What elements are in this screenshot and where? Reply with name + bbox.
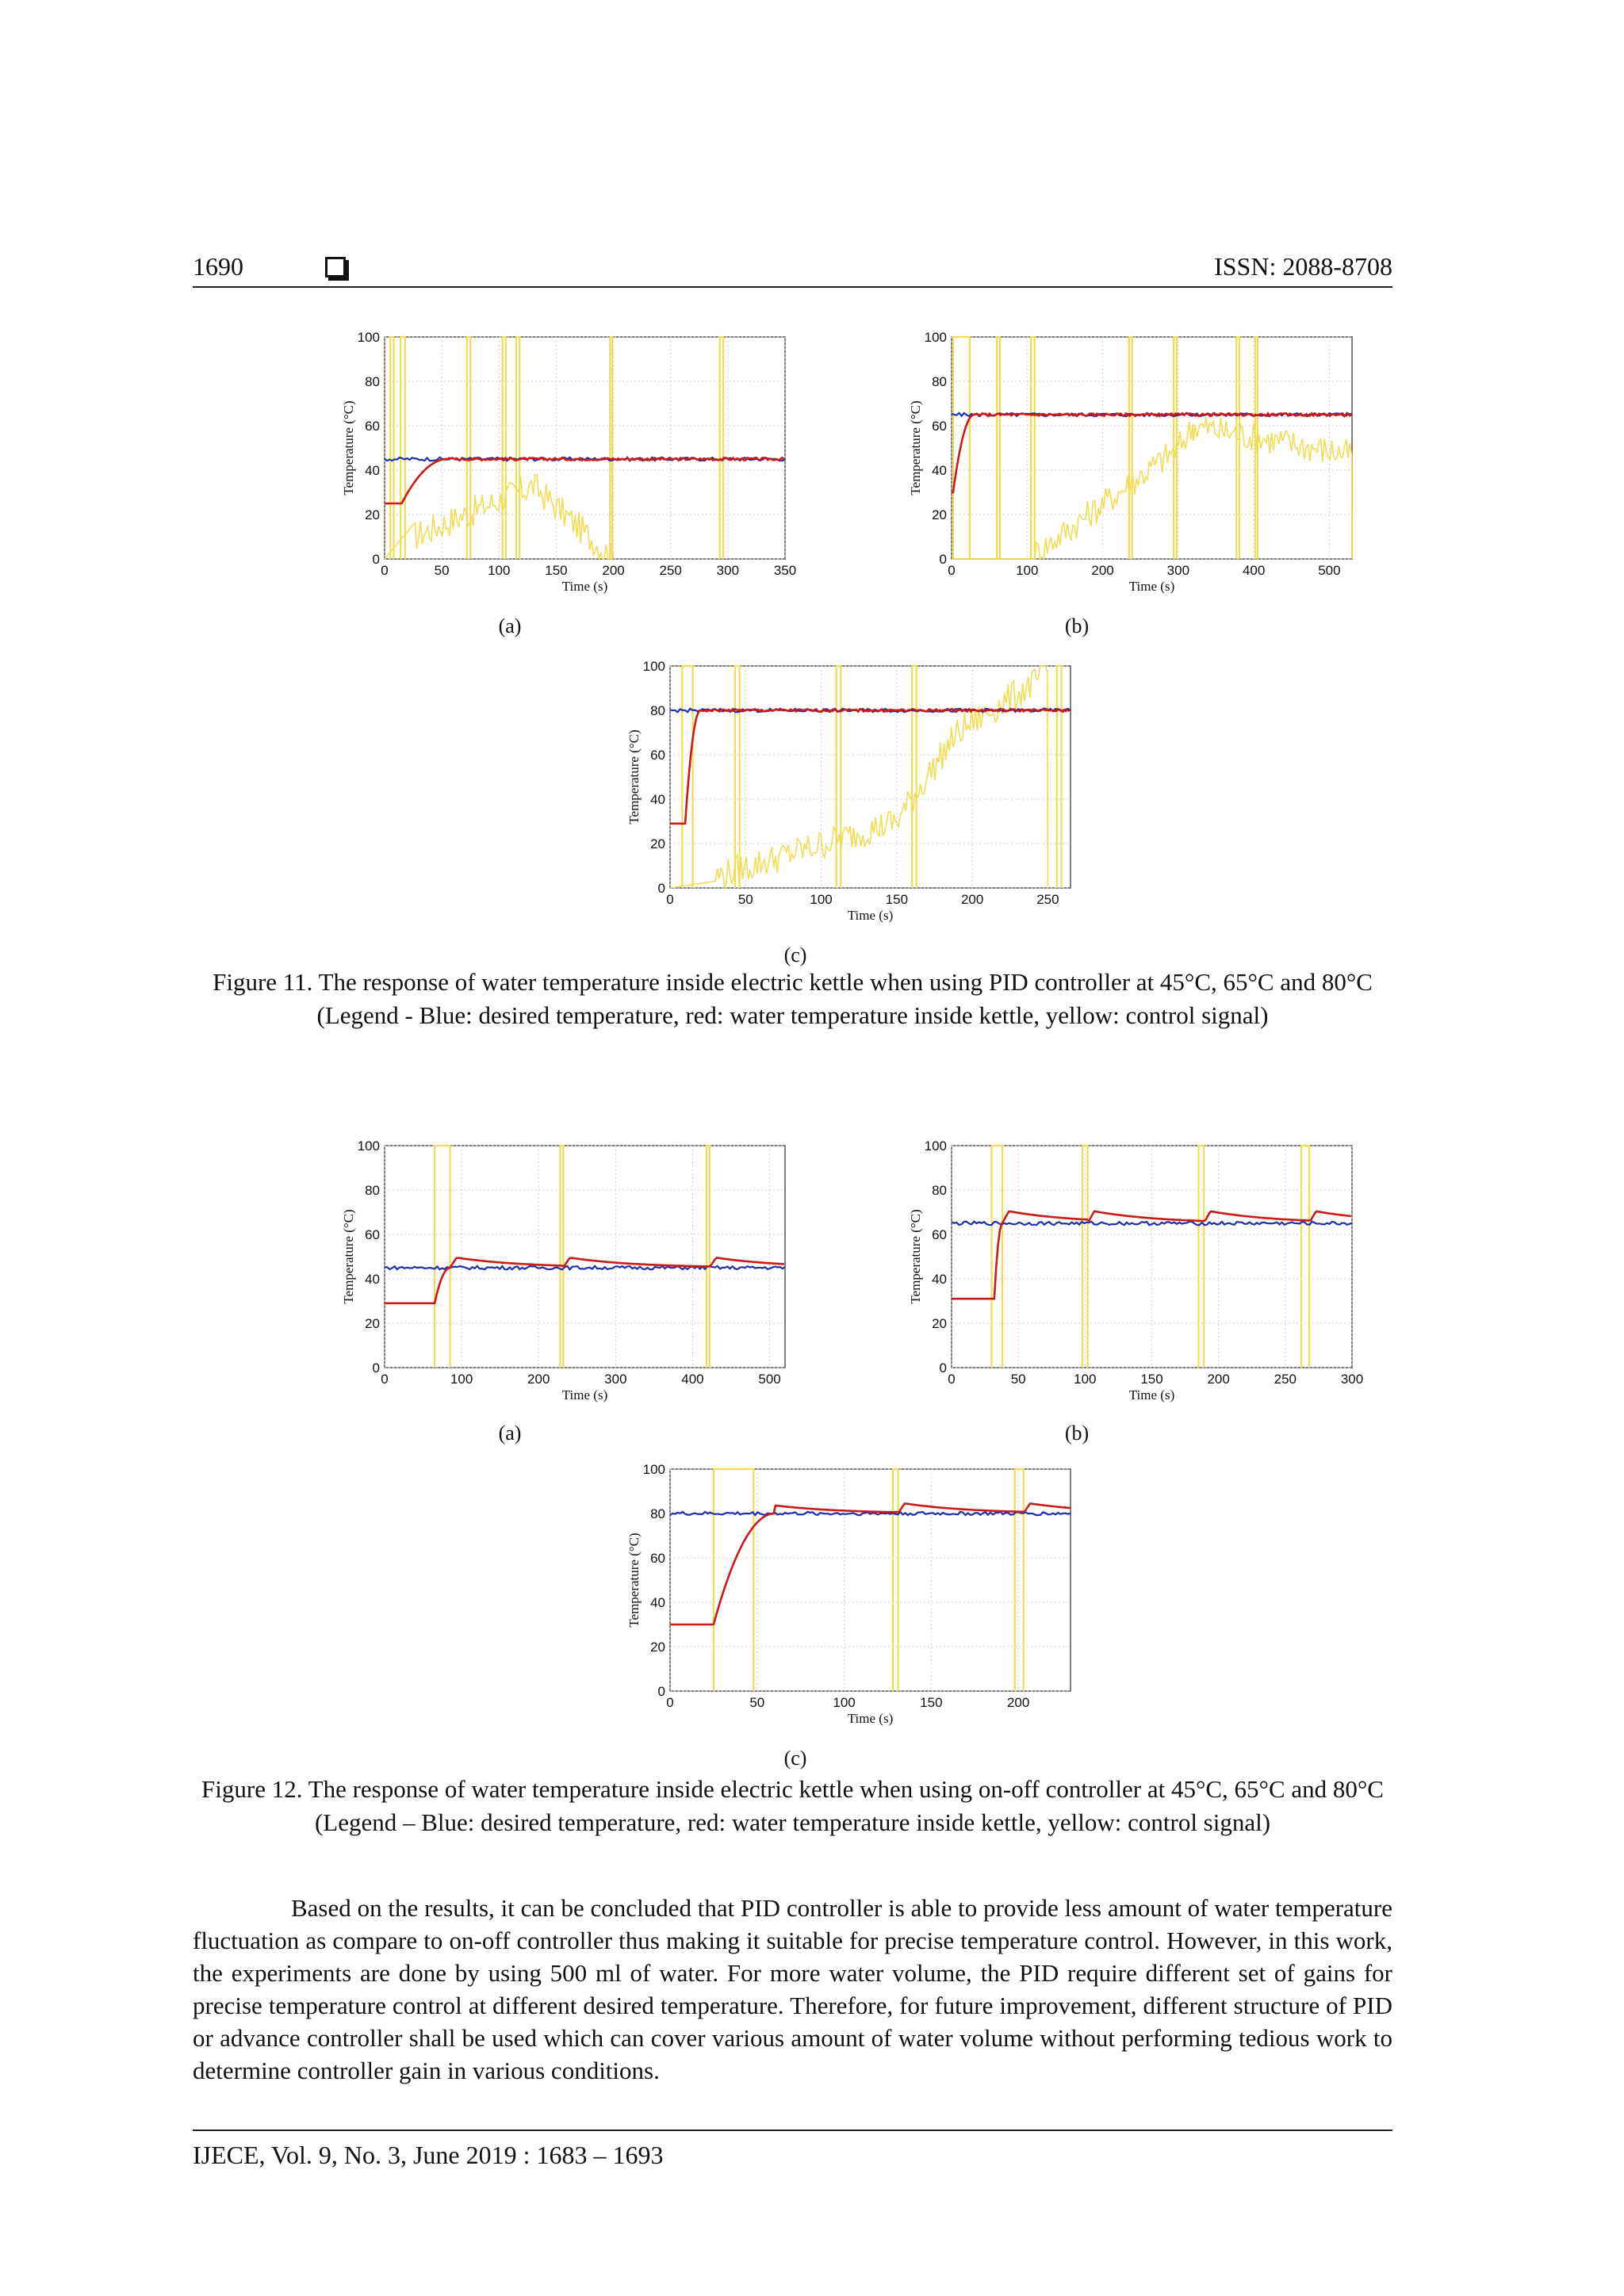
subfigure-label-11a: (a) xyxy=(498,614,522,637)
x-tick-label: 300 xyxy=(1340,1372,1364,1387)
x-axis-label: Time (s) xyxy=(561,579,608,594)
y-tick-label: 100 xyxy=(357,330,380,345)
y-tick-label: 60 xyxy=(932,419,947,434)
x-tick-label: 250 xyxy=(659,563,682,578)
y-tick-label: 20 xyxy=(932,1316,947,1331)
y-tick-label: 100 xyxy=(642,1462,665,1477)
y-tick-label: 60 xyxy=(932,1227,947,1242)
y-tick-label: 40 xyxy=(650,1595,665,1610)
y-tick-label: 80 xyxy=(650,1506,665,1521)
x-tick-label: 0 xyxy=(381,1372,389,1387)
x-tick-label: 0 xyxy=(381,563,389,578)
y-tick-label: 80 xyxy=(365,374,380,389)
y-tick-label: 60 xyxy=(365,1227,380,1242)
y-axis-label: Temperature (°C) xyxy=(908,1209,923,1304)
y-tick-label: 20 xyxy=(365,1316,380,1331)
plot-area xyxy=(385,1146,785,1368)
y-tick-label: 40 xyxy=(932,1272,947,1287)
y-tick-label: 80 xyxy=(365,1183,380,1198)
y-tick-label: 80 xyxy=(932,374,947,389)
y-axis-label: Temperature (°C) xyxy=(341,1209,356,1304)
y-tick-label: 0 xyxy=(939,1360,947,1376)
chart-svg xyxy=(900,1138,1368,1415)
x-tick-label: 50 xyxy=(434,563,450,578)
y-tick-label: 0 xyxy=(372,1360,380,1376)
y-tick-label: 60 xyxy=(365,419,380,434)
body-paragraph-container xyxy=(193,1892,1392,2087)
x-tick-label: 500 xyxy=(1318,563,1341,578)
footer-citation: IJECE, Vol. 9, No. 3, June 2019 : 1683 – 1693 xyxy=(193,2141,664,2169)
subfigure-label-11b: (b) xyxy=(1064,614,1090,637)
plot-area xyxy=(670,1469,1071,1691)
x-tick-label: 400 xyxy=(681,1372,704,1387)
x-tick-label: 200 xyxy=(602,563,625,578)
x-tick-label: 150 xyxy=(885,892,909,907)
x-tick-label: 300 xyxy=(604,1372,627,1387)
x-tick-label: 150 xyxy=(1140,1372,1163,1387)
x-tick-label: 0 xyxy=(666,1695,674,1710)
chart-fig12c xyxy=(619,1461,1086,1739)
x-tick-label: 200 xyxy=(527,1372,550,1387)
x-tick-label: 50 xyxy=(1010,1372,1026,1387)
chart-fig12a xyxy=(333,1138,801,1415)
x-tick-label: 100 xyxy=(450,1372,473,1387)
chart-fig11c xyxy=(619,658,1086,936)
x-tick-label: 150 xyxy=(920,1695,943,1710)
figure12-caption: Figure 12. The response of water temperature inside electric kettle when using on-off controller at 45°C, 65°C and 80°C (Legend – Blue: desired temperature, red: water temperature inside kettle, yellow: control signal) xyxy=(201,1775,1384,1836)
x-tick-label: 400 xyxy=(1242,563,1266,578)
y-tick-label: 0 xyxy=(372,552,380,567)
y-tick-label: 100 xyxy=(642,659,665,674)
y-tick-label: 80 xyxy=(932,1183,947,1198)
header-rule xyxy=(193,286,1392,288)
y-tick-label: 100 xyxy=(357,1138,380,1154)
y-tick-label: 80 xyxy=(650,703,665,718)
y-axis-label: Temperature (°C) xyxy=(626,729,642,825)
x-axis-label: Time (s) xyxy=(1128,1387,1175,1402)
y-tick-label: 20 xyxy=(650,1640,665,1655)
x-tick-label: 100 xyxy=(810,892,833,907)
y-tick-label: 60 xyxy=(650,1551,665,1566)
y-tick-label: 100 xyxy=(924,330,947,345)
x-tick-label: 0 xyxy=(948,1372,956,1387)
body-paragraph: Based on the results, it can be concluded that PID controller is able to provide less amount of water temperature fluctuation as compare to on-off controller thus making it suitable for precise temperature control. However, in this work, the experiments are done by using 500 ml of water. For more water volume, the PID require different set of gains for precise temperature control at different desired temperature. Therefore, for future improvement, different structure of PID or advance controller shall be used which can cover various amount of water volume without performing tedious work to determine controller gain in various conditions. xyxy=(193,1894,1392,2084)
x-tick-label: 100 xyxy=(833,1695,856,1710)
x-tick-label: 200 xyxy=(1207,1372,1230,1387)
x-tick-label: 100 xyxy=(1074,1372,1097,1387)
y-tick-label: 40 xyxy=(365,1272,380,1287)
y-tick-label: 20 xyxy=(650,836,665,851)
y-tick-label: 100 xyxy=(924,1138,947,1154)
x-tick-label: 250 xyxy=(1036,892,1059,907)
y-axis-label: Temperature (°C) xyxy=(908,400,923,496)
x-tick-label: 300 xyxy=(1166,563,1190,578)
x-tick-label: 200 xyxy=(960,892,984,907)
header-square-icon xyxy=(325,257,346,277)
x-tick-label: 0 xyxy=(666,892,674,907)
y-axis-label: Temperature (°C) xyxy=(626,1533,642,1628)
subfigure-label-12a: (a) xyxy=(498,1422,522,1445)
figure11-caption: Figure 11. The response of water temperature inside electric kettle when using PID controller at 45°C, 65°C and 80°C (Legend - Blue: desired temperature, red: water temperature inside kettle, yellow: control signal) xyxy=(213,968,1373,1029)
chart-svg xyxy=(619,658,1086,936)
x-axis-label: Time (s) xyxy=(847,908,894,923)
chart-fig11a xyxy=(333,329,801,607)
x-tick-label: 350 xyxy=(773,563,797,578)
y-axis-label: Temperature (°C) xyxy=(341,400,356,496)
subfigure-label-12b: (b) xyxy=(1064,1422,1090,1445)
x-tick-label: 150 xyxy=(545,563,568,578)
chart-svg xyxy=(619,1461,1086,1739)
y-tick-label: 0 xyxy=(657,881,665,896)
y-tick-label: 20 xyxy=(932,507,947,522)
y-tick-label: 40 xyxy=(650,792,665,807)
y-tick-label: 20 xyxy=(365,507,380,522)
x-tick-label: 250 xyxy=(1274,1372,1297,1387)
x-tick-label: 0 xyxy=(948,563,956,578)
y-tick-label: 40 xyxy=(932,463,947,478)
subfigure-label-11c: (c) xyxy=(783,943,807,966)
chart-fig12b xyxy=(900,1138,1368,1415)
page-number: 1690 xyxy=(193,252,243,281)
header-issn: ISSN: 2088-8708 xyxy=(1214,252,1392,281)
x-axis-label: Time (s) xyxy=(847,1711,894,1726)
x-tick-label: 200 xyxy=(1091,563,1114,578)
x-tick-label: 100 xyxy=(488,563,511,578)
footer-rule xyxy=(193,2130,1392,2131)
plot-area xyxy=(385,337,785,559)
y-tick-label: 0 xyxy=(939,552,947,567)
y-tick-label: 40 xyxy=(365,463,380,478)
y-tick-label: 0 xyxy=(657,1684,665,1699)
chart-svg xyxy=(333,1138,801,1415)
x-axis-label: Time (s) xyxy=(561,1387,608,1402)
x-tick-label: 300 xyxy=(716,563,740,578)
x-axis-label: Time (s) xyxy=(1128,579,1175,594)
x-tick-label: 50 xyxy=(737,892,753,907)
x-tick-label: 50 xyxy=(749,1695,765,1710)
x-tick-label: 100 xyxy=(1016,563,1039,578)
chart-svg xyxy=(900,329,1368,607)
chart-svg xyxy=(333,329,801,607)
y-tick-label: 60 xyxy=(650,748,665,763)
chart-fig11b xyxy=(900,329,1368,607)
x-tick-label: 200 xyxy=(1006,1695,1030,1710)
x-tick-label: 500 xyxy=(758,1372,781,1387)
subfigure-label-12c: (c) xyxy=(783,1747,807,1770)
